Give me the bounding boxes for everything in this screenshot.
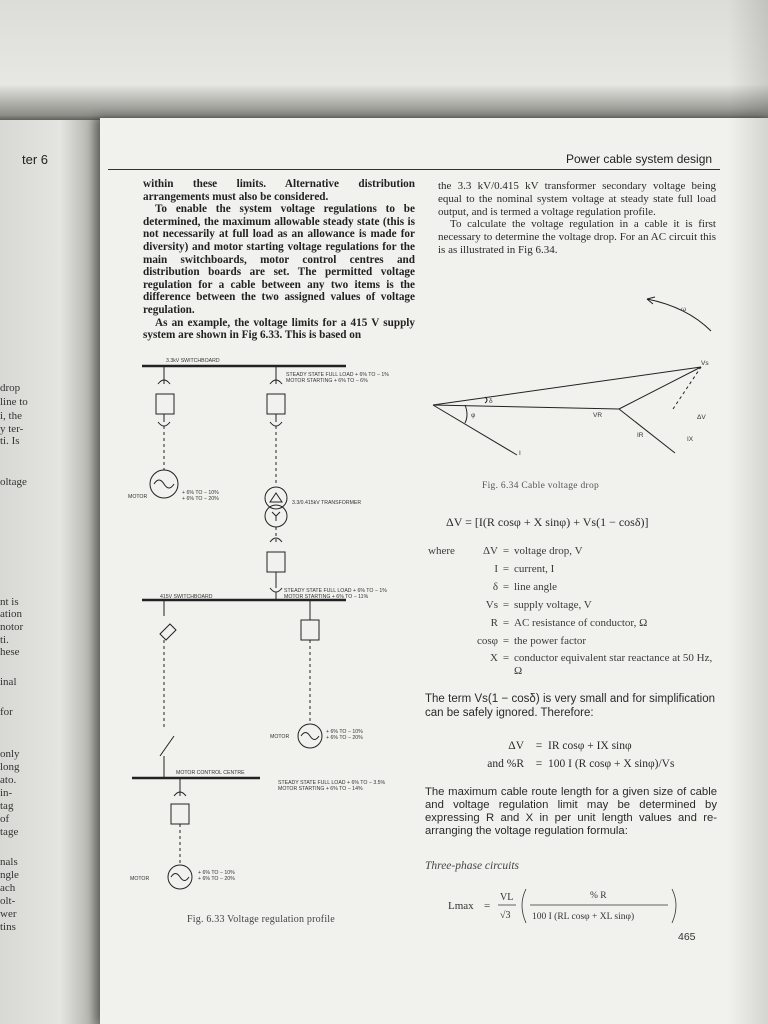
scan-right-shade [728,0,768,1024]
prev-fragment: of [0,813,10,825]
right-column-text [438,180,716,257]
mcc-label: MOTOR CONTROL CENTRE [176,770,245,776]
definition-row: I = current, I [494,562,555,575]
voltage-regulation-profile-figure [120,352,420,912]
figure-633-caption: Fig. 6.33 Voltage regulation profile [187,914,335,925]
symbol-definitions [428,545,718,683]
prev-fragment: in- [0,787,13,799]
left-column-text [143,178,415,342]
chapter-label: ter 6 [22,152,49,167]
scan-top-shadow [0,0,768,120]
lmax-lhs: Lmax [448,900,474,912]
definition-row: where ΔV = voltage drop, V [428,545,583,557]
prev-fragment: for [0,706,13,718]
motor3-label: MOTOR [130,876,150,882]
prev-fragment: i, the [0,410,22,422]
paragraph: As an example, the voltage limits for a 415 V supply system are shown in Fig 6.33. This is based on [143,316,415,342]
prev-fragment: wer [0,908,17,920]
label-ix: IX [687,436,694,443]
prev-fragment: line to [0,396,28,408]
figure-634-caption: Fig. 6.34 Cable voltage drop [482,481,600,491]
ms-mcc: MOTOR STARTING + 6% TO − 14% [278,786,363,792]
lmax-equation-svg [440,885,700,925]
ms-415: MOTOR STARTING + 6% TO − 11% [284,594,369,600]
prev-fragment: tag [0,800,14,812]
prev-fragment: inal [0,676,17,688]
paragraph: To enable the system voltage regulations to be determined, the maximum allowable steady state (this is not necessarily at full load as an allowance is made for diversity) and motor starting voltage regulations for the main switchboards, motor control centres and distribution boards are set. The permitted voltage regulation for a cable between any two items is the difference between the two assigned values of voltage regulation. [143,203,415,316]
label-phi: φ [471,412,476,419]
equation-row: and %R = 100 I (R cosφ + X sinφ)/Vs [487,758,675,770]
label-delta: δ [489,398,493,405]
motor3-range-b: + 6% TO − 20% [198,876,235,882]
page-number: 465 [678,931,696,943]
label-omega: ω [681,306,687,313]
ss-load-33: STEADY STATE FULL LOAD + 6% TO − 1% [286,372,389,378]
prev-fragment: ach [0,882,16,894]
prev-fragment: long [0,761,20,773]
definition-row: R = AC resistance of conductor, Ω [490,616,648,629]
prev-fragment: nals [0,856,18,868]
lmax-equation [440,885,700,925]
definition-row: δ = line angle [492,580,558,593]
prev-fragment: ation [0,608,22,620]
paragraph: within these limits. Alternative distribution arrangements must also be considered. [143,178,415,203]
lmax-denominator: 100 I (RL cosφ + XL sinφ) [532,912,635,922]
motor2-range-b: + 6% TO − 20% [326,735,363,741]
svg-text:=: = [484,900,491,912]
prev-fragment: ti. [0,634,9,646]
prev-fragment: tins [0,921,16,933]
label-dv: ΔV [697,414,706,421]
equation-row: ΔV = IR cosφ + IX sinφ [508,740,632,752]
running-title: Power cable system design [566,152,713,166]
simplification-paragraph: The term Vs(1 − cosδ) is very small and for simplification can be safely ignored. Therefore: [425,693,715,719]
label-ir: IR [637,432,644,439]
motor1-label: MOTOR [128,494,148,500]
transformer-label: 3.3/0.415kV TRANSFORMER [292,500,362,506]
label-vr: VR [593,412,603,419]
motor1-range-b: + 6% TO − 20% [182,496,219,502]
motor2-label: MOTOR [270,734,290,740]
prev-fragment: ti. Is [0,435,20,447]
definition-row: cosφ = the power factor [476,634,587,647]
profile-diagram [120,352,420,912]
motor2-range-a: + 6% TO − 10% [326,729,363,735]
definition-row: Vs = supply voltage, V [485,598,592,611]
definition-row: X = conductor equivalent star reactance at 50 Hz, Ω [490,652,713,677]
prev-fragment: only [0,748,20,760]
ss-load-mcc: STEADY STATE FULL LOAD + 6% TO − 3.5% [278,780,386,786]
three-phase-heading: Three-phase circuits [425,860,520,872]
lmax-root3: √3 [500,910,511,921]
prev-fragment: drop [0,382,21,394]
paragraph: To calculate the voltage regulation in a cable it is first necessary to determine the voltage drop. For an AC circuit this is as illustrated in Fig 6.34. [438,218,716,256]
prev-fragment: nt is [0,596,19,608]
prev-fragment: hese [0,646,20,658]
prev-fragment: ngle [0,869,19,881]
header-rule [108,169,720,170]
motor1-range-a: + 6% TO − 10% [182,490,219,496]
motor3-range-a: + 6% TO − 10% [198,870,235,876]
prev-fragment: olt- [0,895,16,907]
label-vs: Vs [701,360,709,367]
prev-fragment: tage [0,826,19,838]
paragraph: the 3.3 kV/0.415 kV transformer secondary voltage being equal to the nominal system voltage at steady state full load output, and is termed a voltage regulation profile. [438,180,716,218]
prev-fragment: oltage [0,476,27,488]
lmax-numerator: % R [590,891,607,901]
ms-33: MOTOR STARTING + 6% TO − 6% [286,378,368,384]
cable-voltage-drop-figure [425,285,725,465]
prev-fragment: ato. [0,774,17,786]
phasor-diagram [425,285,725,465]
lmax-vl: VL [500,892,514,903]
simplified-equations [456,740,674,776]
switchboard-415-label: 415V SWITCHBOARD [160,594,213,600]
max-route-length-paragraph: The maximum cable route length for a given size of cable and voltage regulation limit may be determined by expressing R and X in per unit length values and re-arranging the voltage regulation formula: [425,786,717,837]
ss-load-415: STEADY STATE FULL LOAD + 6% TO − 1% [284,588,387,594]
prev-fragment: y ter- [0,423,24,435]
label-i: I [519,450,521,457]
voltage-drop-equation: ΔV = [I(R cosφ + X sinφ) + Vs(1 − cosδ)] [446,515,649,529]
switchboard-33-label: 3.3kV SWITCHBOARD [166,358,220,364]
prev-fragment: notor [0,621,24,633]
